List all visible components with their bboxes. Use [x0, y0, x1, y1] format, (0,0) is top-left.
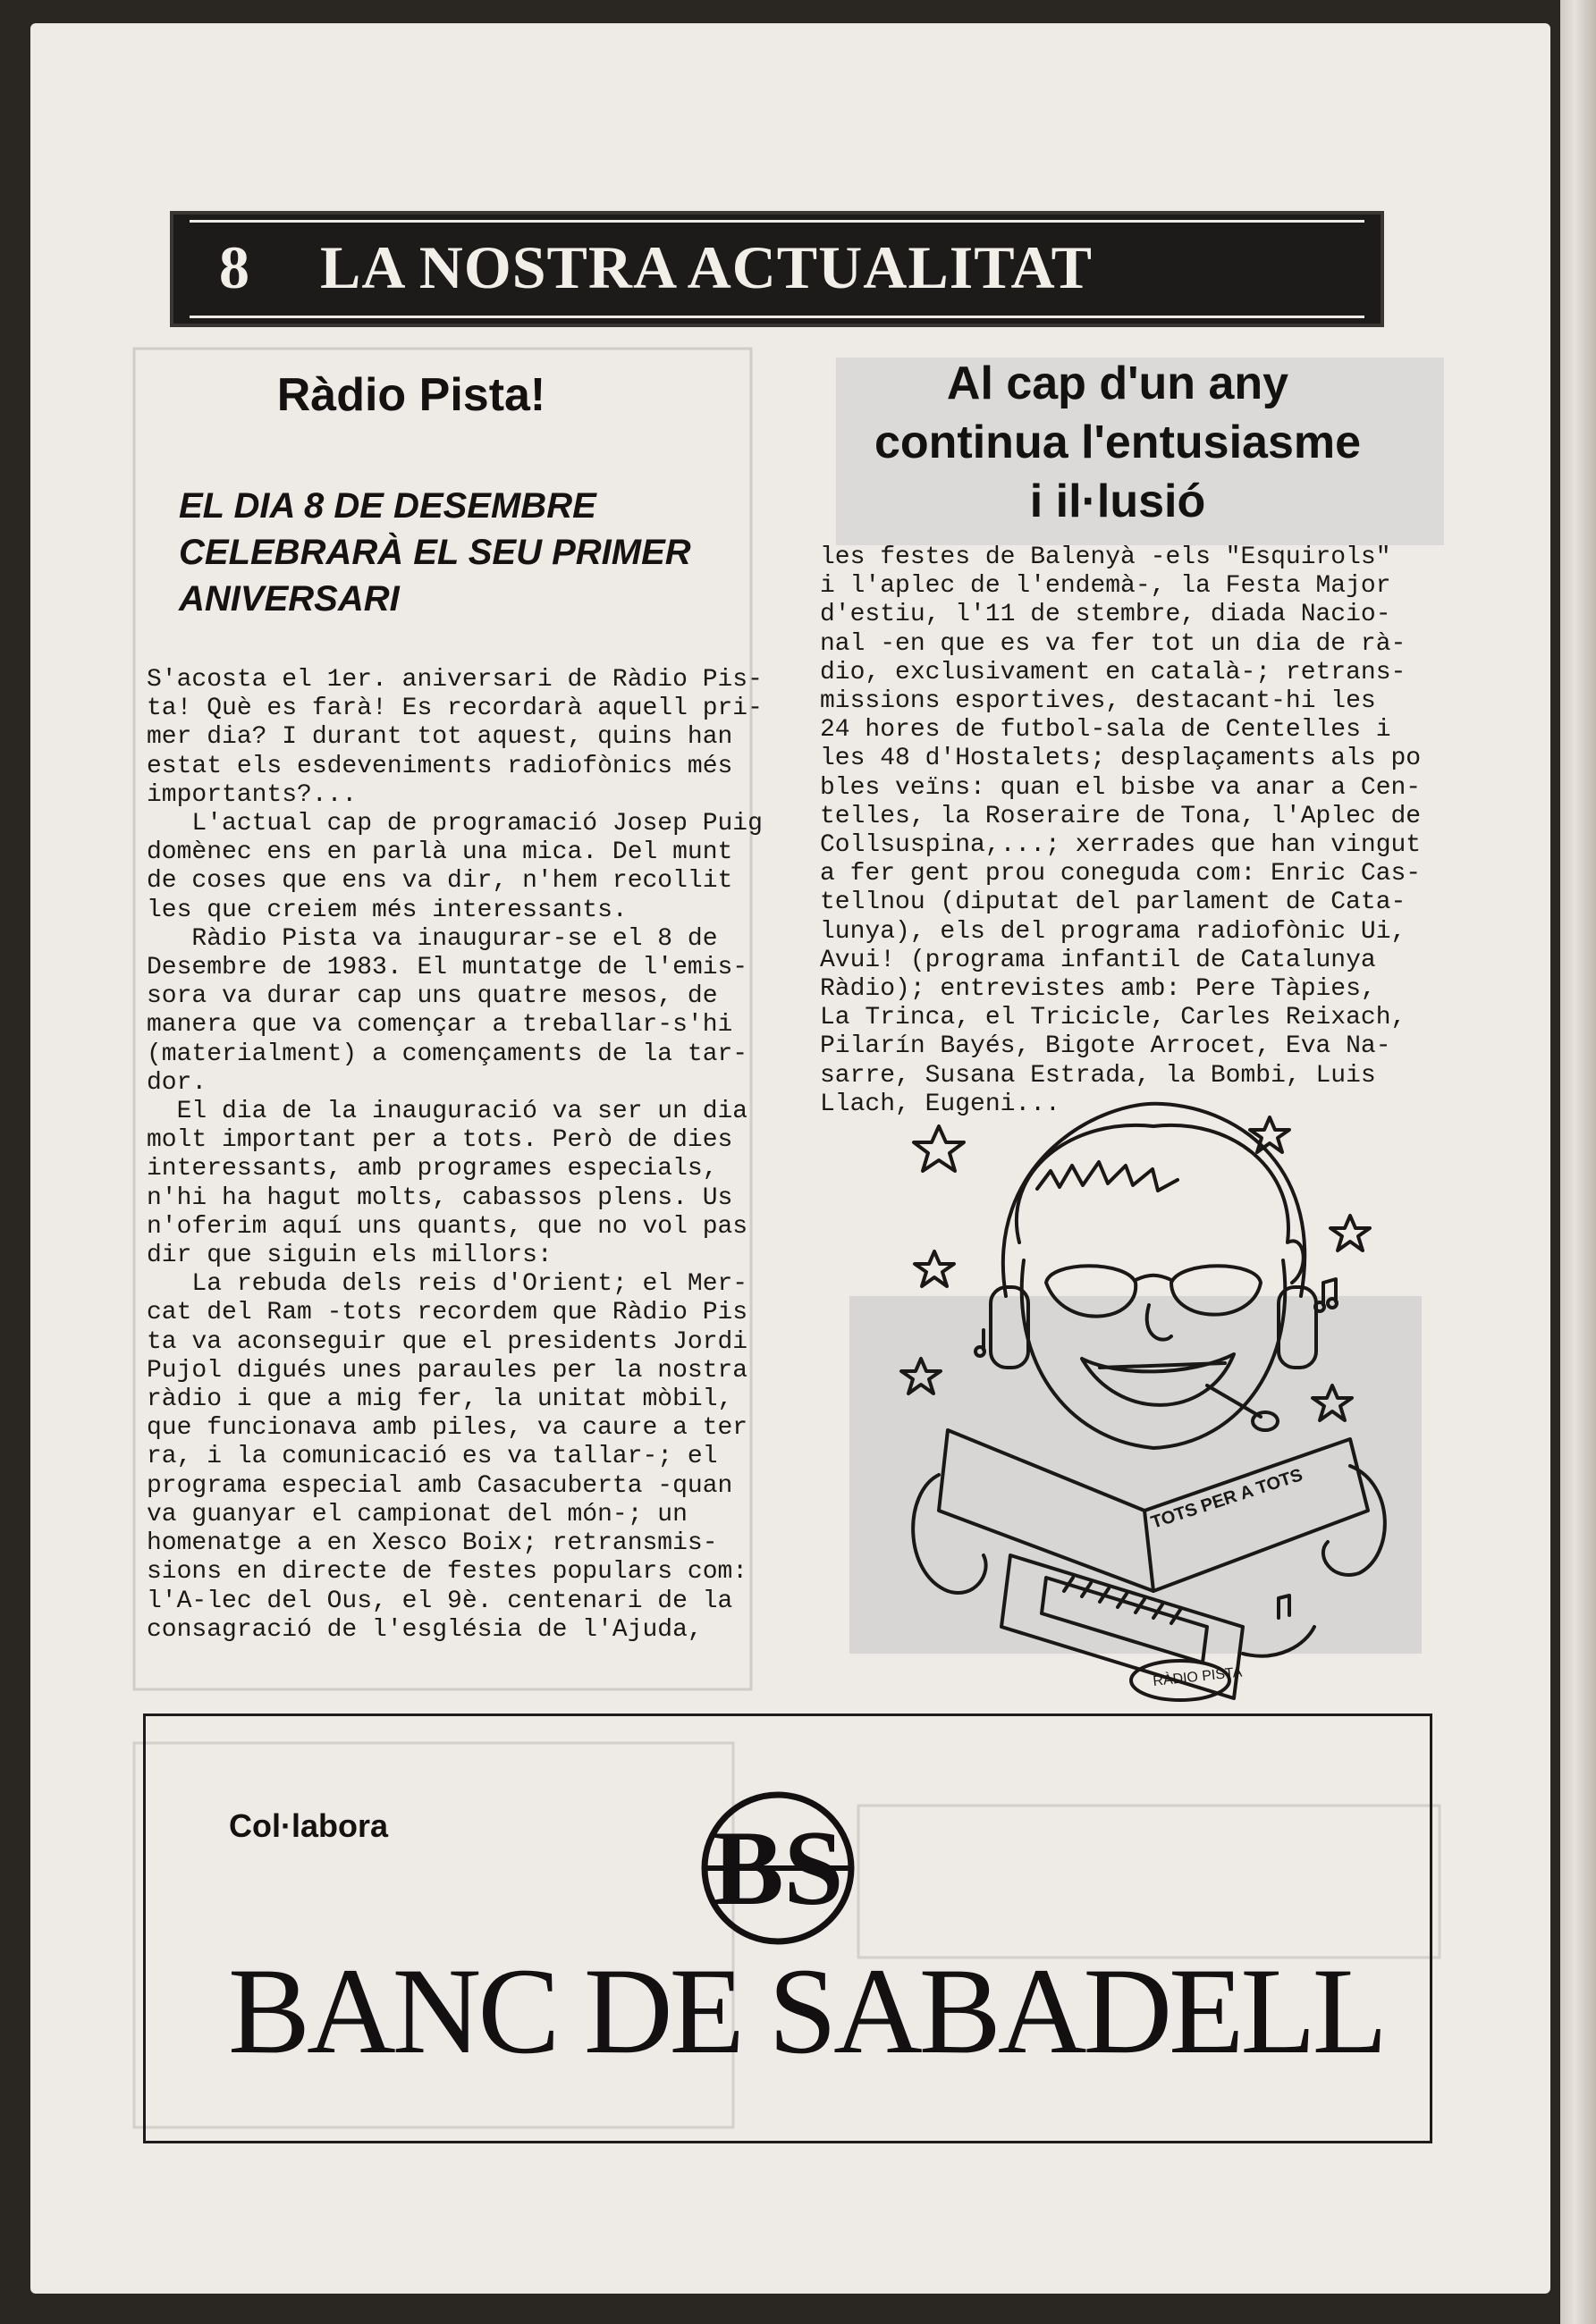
right-headline: Al cap d'un any continua l'entusiasme i il·lusió: [874, 358, 1362, 527]
magazine-cover-label: TOTS PER A TOTS: [1148, 1465, 1305, 1533]
left-headline: Ràdio Pista!: [276, 369, 546, 421]
logo-letters: BS: [712, 1808, 844, 1927]
right-article-body: les festes de Balenyà -els "Esquirols" i l'aplec de l'endemà-, la Festa Major d'estiu, l'11 de stembre, diada Nacio- nal -en que es va fer tot un dia de rà- dio, exclusivament en català-; retrans- missions esportives, destacant-hi les 24 hores de futbol-sala de Centelles i les 48 d'Hostalets; desplaçaments als po bles veïns: quan el bisbe va anar a Cen- telles, la Roseraire de Tona, l'Aplec de Collsuspina,...; xerrades que han vingut a fer gent prou coneguda com: Enric Cas- tellnou (diputat del parlament de Cata- lunya), els del programa radiofònic Ui, Avui! (programa infantil de Catalunya Ràdio); entrevistes amb: Pere Tàpies, La Trinca, el Tricicle, Carles Reixach, Pilarín Bayés, Bigote Arrocet, Eva Na- sarre, Susana Estrada, la Bombi, Luis Llach, Eugeni...: [820, 543, 1422, 1118]
bank-name: BANC DE SABADELL: [228, 1942, 1385, 2079]
section-number: 8: [219, 233, 249, 301]
left-subheadline: EL DIA 8 DE DESEMBRE CELEBRARÀ EL SEU PRIMER ANIVERSARI: [179, 486, 691, 619]
radio-label: RÀDIO PISTA: [1152, 1664, 1244, 1689]
section-title: LA NOSTRA ACTUALITAT: [320, 233, 1093, 301]
banc-sabadell-logo-icon: [697, 1788, 858, 1949]
radio-dj-cartoon-illustration: [885, 1090, 1413, 1716]
section-header-bar: [170, 211, 1384, 327]
left-article-body: S'acosta el 1er. aniversari de Ràdio Pis- ta! Què es farà! Es recordarà aquell pri- mer dia? I durant tot aquest, quins han estat els esdeveniments radiofònics més importants?... L'actual cap de programació Josep Puig domènec ens en parlà una mica. Del munt de coses que ens va dir, n'hem recollit les que creiem més interessants. Ràdio Pista va inaugurar-se el 8 de Desembre de 1983. El muntatge de l'emis- sora va durar cap uns quatre mesos, de manera que va començar a treballar-s'hi (materialment) a començaments de la tar- dor. El dia de la inauguració va ser un dia molt important per a tots. Però de dies interessants, amb programes especials, n'hi ha hagut molts, cabassos plens. Us n'oferim aquí uns quants, que no vol pas dir que siguin els millors: La rebuda dels reis d'Orient; el Mer- cat del Ram -tots recordem que Ràdio Pis ta va aconseguir que el presidents Jordi Pujol digués unes paraules per la nostra ràdio i que a mig fer, la unitat mòbil, que funcionava amb piles, va caure a ter ra, i la comunicació es va tallar-; el programa especial amb Casacuberta -quan va guanyar el campionat del món-; un homenatge a en Xesco Boix; retransmis- sions en directe de festes populars com: l'A-lec del Ous, el 9è. centenari de la consagració de l'església de l'Ajuda,: [147, 666, 763, 1644]
ad-collabora-label: Col·labora: [229, 1807, 389, 1844]
